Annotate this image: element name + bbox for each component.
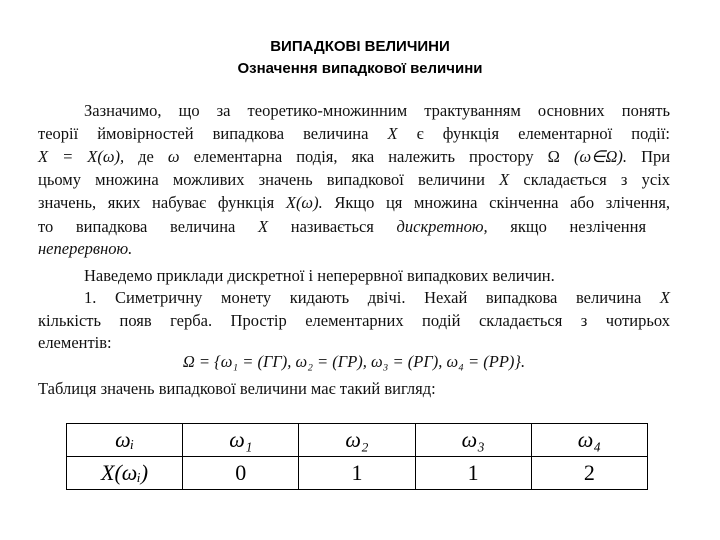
table-cell: 1 <box>415 457 531 490</box>
table-cell: ω₃ <box>415 424 531 457</box>
math-expression: X(ω). <box>285 193 323 212</box>
table-row <box>67 457 648 490</box>
text-span: значень, яких набуває функція <box>38 193 275 212</box>
text-span: 1. Симетричну монету кидають двічі. Нехай випадкова величина <box>84 288 642 307</box>
math-symbol: Ω <box>547 147 560 166</box>
text-span: Таблиця значень випадкової величини має такий вигляд: <box>38 379 436 398</box>
text-span: де <box>138 147 154 166</box>
table-cell: ωᵢ <box>67 424 183 457</box>
text-line <box>38 123 670 145</box>
text-line <box>38 169 670 191</box>
text-span: елементарна подія, яка належить простору <box>193 147 534 166</box>
text-span: кількість появ герба. Простір елементарних подій складається з чотирьох <box>38 311 670 330</box>
text-span: називається <box>290 217 374 236</box>
text-span: Якщо ця множина скінченна або злічення, <box>334 193 671 212</box>
text-span: то випадкова величина <box>38 217 236 236</box>
table-cell: 1 <box>299 457 415 490</box>
table-caption <box>38 378 670 400</box>
text-span: елементів: <box>38 333 112 352</box>
page-title: ВИПАДКОВІ ВЕЛИЧИНИ <box>270 38 450 55</box>
math-symbol: X <box>659 288 671 307</box>
emphasis-term: дискретною, <box>396 217 488 236</box>
table-cell: ω₂ <box>299 424 415 457</box>
math-symbol: X <box>387 124 398 143</box>
math-symbol: X <box>499 170 510 189</box>
math-expression: (ω∈Ω). <box>573 147 628 166</box>
text-line <box>38 287 670 309</box>
table-cell: ω₄ <box>531 424 647 457</box>
table-row <box>67 424 648 457</box>
math-expression: X = X(ω), <box>38 147 125 166</box>
emphasis-term: неперервною. <box>38 239 133 258</box>
text-span: При <box>641 147 671 166</box>
text-span: якщо незлічення <box>510 217 647 236</box>
math-symbol: X <box>258 217 269 236</box>
text-span: складається з усіх <box>523 170 671 189</box>
text-line <box>38 192 670 214</box>
math-symbol: ω <box>167 147 180 166</box>
text-line <box>38 265 670 287</box>
text-span: Зазначимо, що за теоретико-множинним трактуванням основних понять <box>84 101 670 120</box>
text-span: є функція елементарної події: <box>416 124 671 143</box>
text-line <box>38 238 670 260</box>
text-span: цьому множина можливих значень випадкової величини <box>38 170 485 189</box>
table-cell: X(ωᵢ) <box>67 457 183 490</box>
text-span: теорії ймовірностей випадкова величина <box>38 124 369 143</box>
page-subtitle: Означення випадкової величини <box>237 60 483 77</box>
text-line <box>38 146 670 168</box>
text-line <box>38 216 646 238</box>
table-cell: 2 <box>531 457 647 490</box>
text-span: Наведемо приклади дискретної і неперервної випадкових величин. <box>84 266 555 285</box>
values-table <box>66 423 648 490</box>
table-cell: 0 <box>183 457 299 490</box>
table-cell: ω₁ <box>183 424 299 457</box>
sample-space-formula: Ω = {ω₁ = (ГГ), ω₂ = (ГР), ω₃ = (РГ), ω₄ = (РР)}. <box>182 352 526 371</box>
text-line <box>38 310 670 332</box>
text-line <box>38 100 670 122</box>
